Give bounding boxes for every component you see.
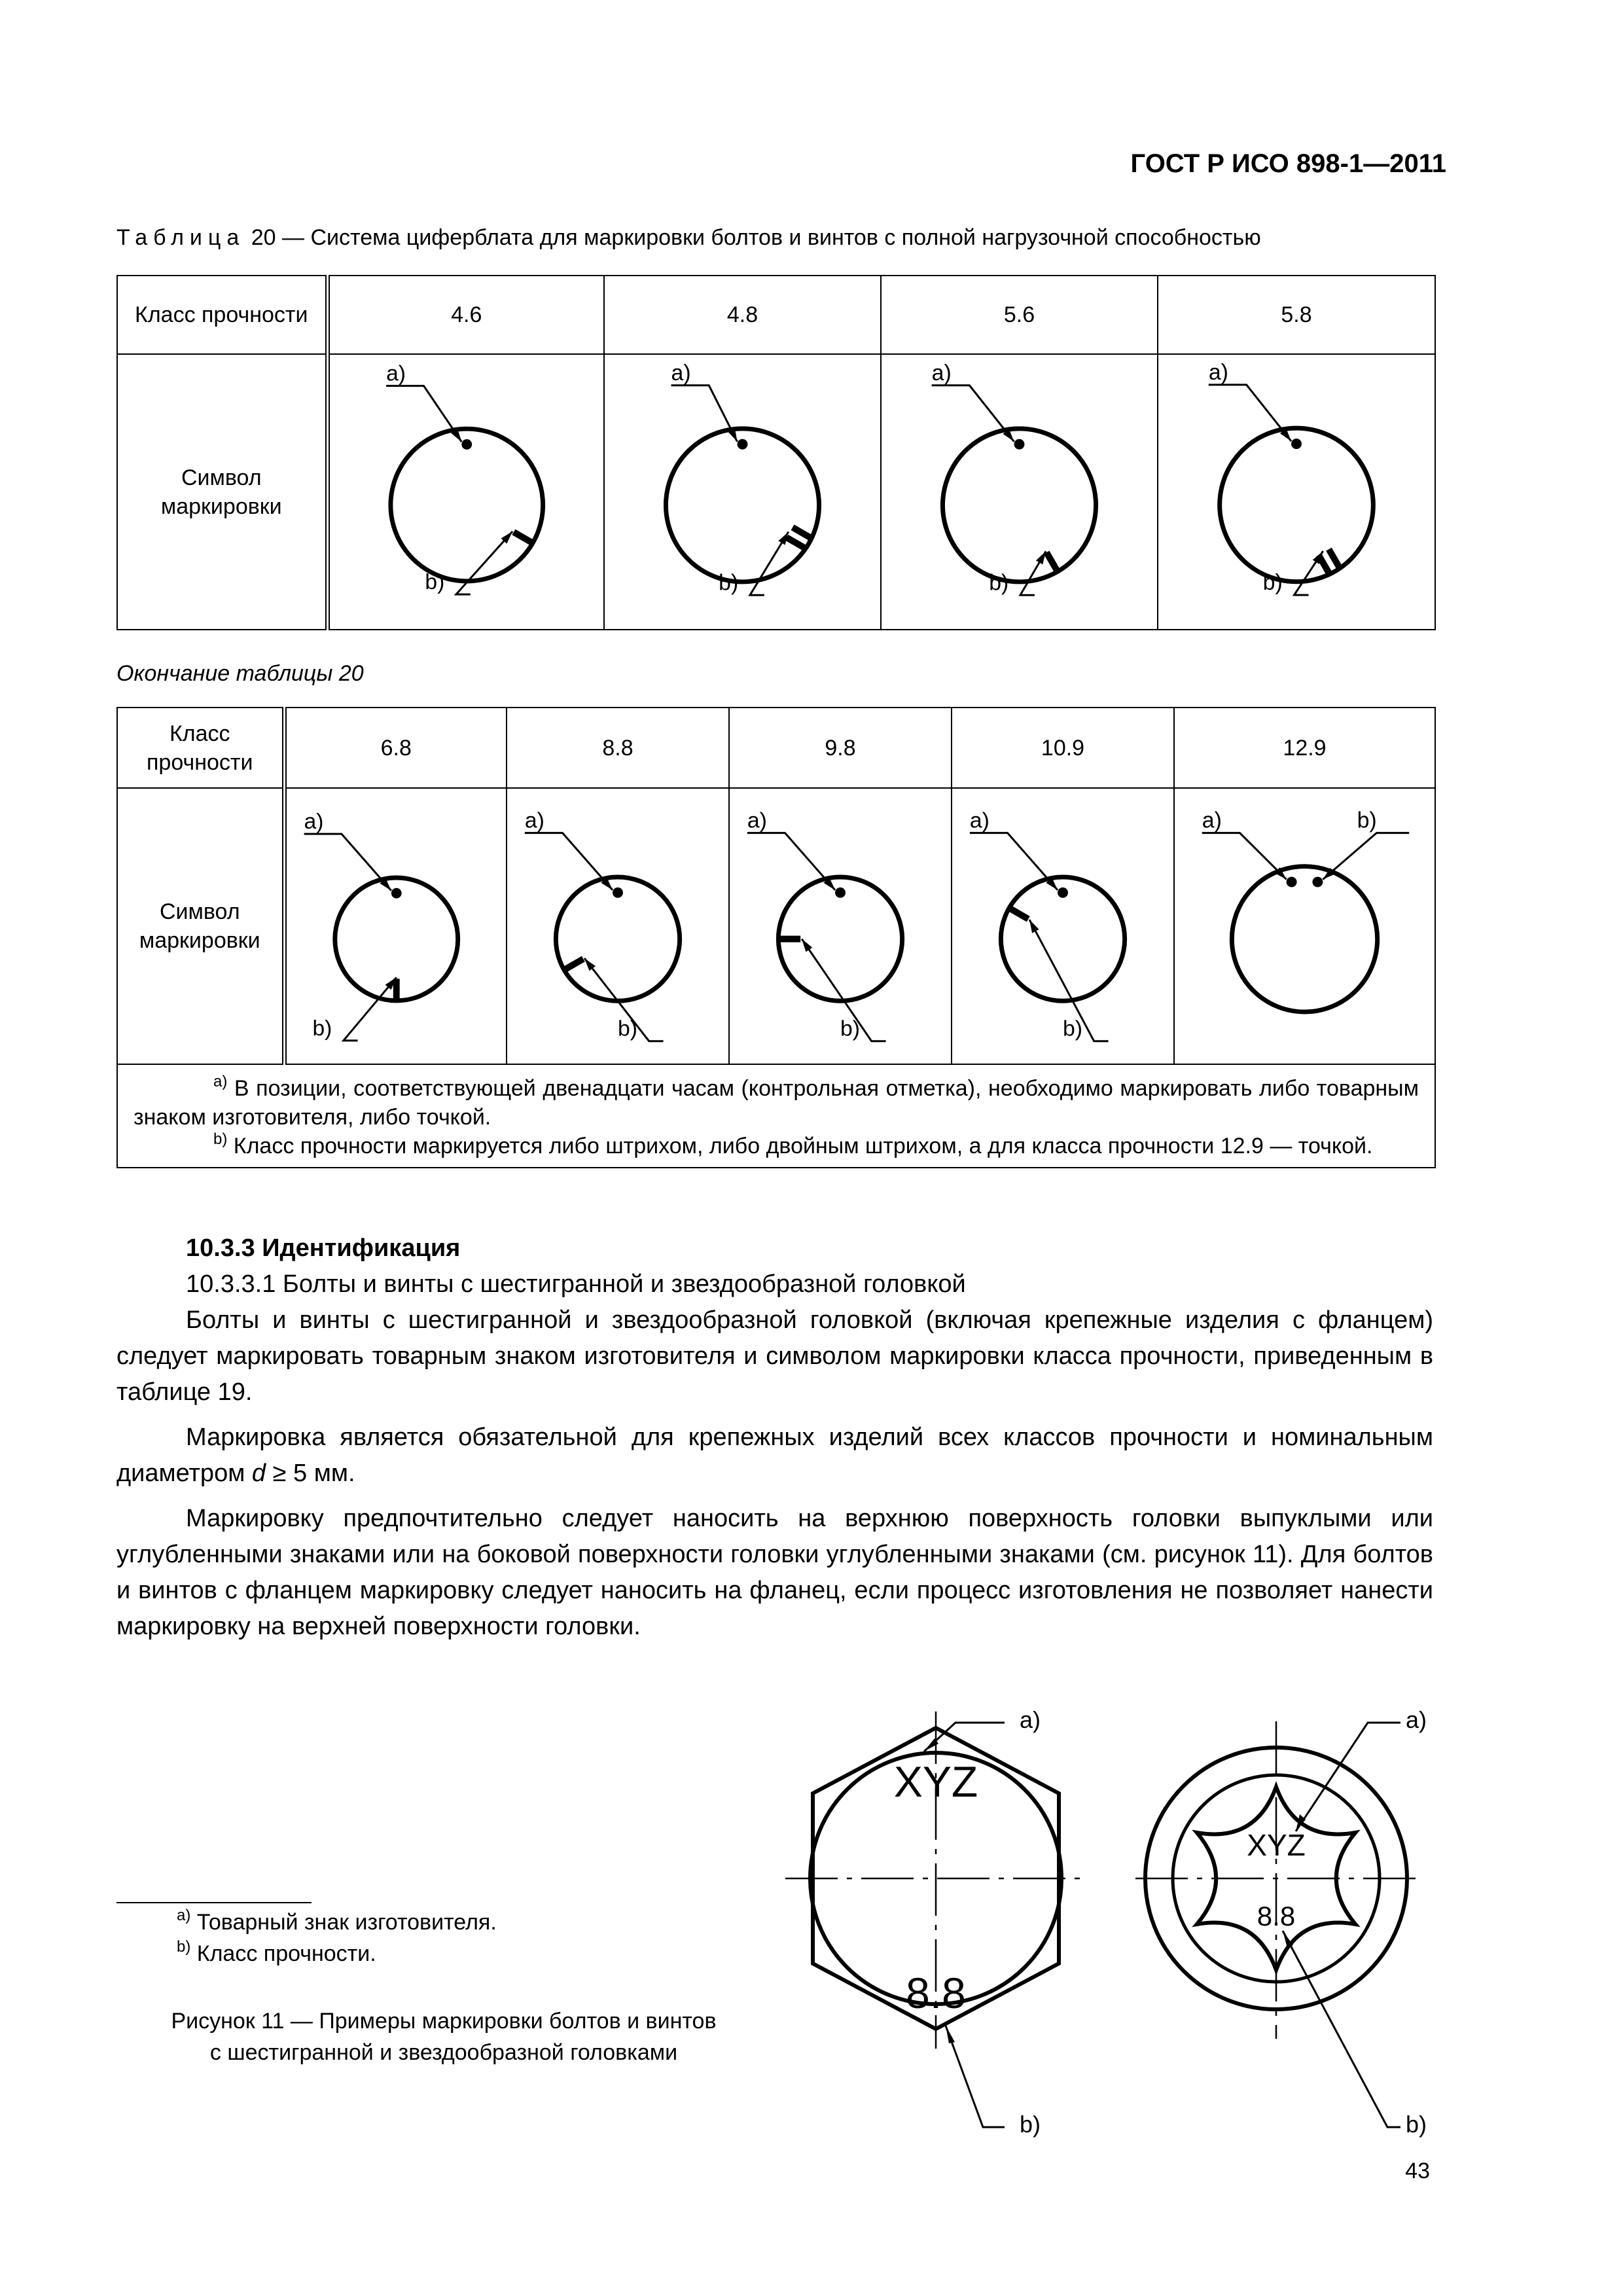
- diameter-symbol: d: [251, 1460, 266, 1487]
- footnote-a-mark: a): [213, 1073, 228, 1090]
- table-caption-word: Таблица: [116, 225, 245, 250]
- strength-stroke: [787, 537, 807, 549]
- section-heading: 10.3.3 Идентификация: [186, 1234, 461, 1262]
- paragraph: [116, 1420, 1433, 1492]
- figure-caption-line: Рисунок 11 — Примеры маркировки болтов и винтов: [171, 2009, 717, 2034]
- label-b: b): [1020, 2111, 1041, 2138]
- marking-symbol-12-9: [1175, 789, 1435, 1064]
- marking-table-continued: [116, 707, 1436, 1168]
- footnote-b-text: Класс прочности.: [190, 1941, 376, 1966]
- reference-dot: [1014, 439, 1025, 449]
- reference-dot: [1291, 439, 1302, 449]
- strength-stroke: [793, 527, 813, 539]
- table-caption-text: 20 — Система циферблата для маркировки болтов и винтов с полной нагрузочной способностью: [245, 225, 1261, 250]
- class-header: 10.9: [952, 708, 1174, 788]
- class-header: 5.6: [881, 276, 1158, 354]
- marking-symbol: [952, 788, 1174, 1064]
- arrowhead: [1283, 1931, 1293, 1948]
- table-caption: [116, 225, 1261, 251]
- leader-line-a: [386, 386, 461, 441]
- figure-footnote-a: [177, 1907, 497, 1935]
- figure-11: [772, 1682, 1453, 2173]
- label-a: a): [304, 810, 323, 834]
- reference-dot: [613, 888, 623, 898]
- dial-face: [666, 360, 819, 594]
- arrowhead: [1036, 551, 1046, 564]
- label-a: a): [1208, 359, 1228, 385]
- table-header-row: [117, 708, 1435, 788]
- strength-stroke: [513, 532, 533, 544]
- strength-stroke: [563, 959, 583, 971]
- label-a: a): [1406, 1706, 1427, 1733]
- figure-caption: [116, 2005, 771, 2068]
- label-b: b): [1406, 2111, 1427, 2138]
- footnote-b-mark: b): [213, 1130, 228, 1148]
- strength-stroke: [1008, 908, 1028, 920]
- class-header: 4.8: [604, 276, 881, 354]
- marking-symbol: [729, 788, 952, 1064]
- marking-symbol-9-8: [730, 789, 951, 1064]
- paragraph-text: ≥ 5 мм.: [266, 1460, 355, 1487]
- label-b: b): [618, 1016, 638, 1041]
- marking-table: [116, 275, 1436, 630]
- dial-circle: [390, 429, 543, 581]
- reference-dot: [738, 439, 748, 449]
- leader-line-a: [1296, 1723, 1400, 1831]
- label-b: b): [1262, 570, 1283, 596]
- dial-circle: [1232, 867, 1377, 1012]
- dial-circle: [942, 428, 1096, 581]
- footnote-a-text: В позиции, соответствующей двенадцати часам (контрольная отметка), необходимо маркировать либо товарным знаком изготовителя, либо точкой.: [134, 1076, 1419, 1130]
- symbol-row: [117, 354, 1435, 630]
- marking-symbol: [1158, 354, 1435, 630]
- strength-stroke: [1046, 552, 1058, 572]
- label-b: b): [424, 569, 444, 594]
- marking-symbol-4-6: [330, 356, 604, 628]
- label-a: a): [671, 360, 691, 386]
- footnote-b-mark: b): [177, 1938, 191, 1956]
- class-header: 5.8: [1158, 276, 1435, 354]
- dial-face: [525, 808, 680, 1041]
- marking-symbol: [284, 788, 507, 1064]
- label-b: b): [719, 569, 739, 595]
- footnote-a: [134, 1074, 1419, 1132]
- symbol-row: [117, 788, 1435, 1064]
- reference-dot: [1287, 877, 1297, 888]
- label-a: a): [1020, 1706, 1041, 1733]
- strength-class-text: 8.8: [1257, 1901, 1296, 1931]
- class-header: 6.8: [284, 708, 507, 788]
- dial-face: [970, 808, 1125, 1041]
- table-footnotes-row: [117, 1064, 1435, 1168]
- leader-line-b: [946, 2026, 1005, 2127]
- dial-face: [747, 808, 902, 1041]
- document-id: ГОСТ Р ИСО 898-1—2011: [1130, 149, 1446, 178]
- strength-dot: [1312, 877, 1323, 888]
- section-subheading: 10.3.3.1 Болты и винты с шестигранной и звездообразной головкой: [186, 1270, 966, 1298]
- figure-footnote-b: [177, 1938, 376, 1967]
- label-b: b): [1357, 808, 1377, 833]
- dial-face: [1202, 808, 1409, 1012]
- trademark-text: XYZ: [1247, 1828, 1306, 1862]
- label-a: a): [524, 808, 544, 833]
- class-header: 12.9: [1174, 708, 1435, 788]
- row-label: Символ маркировки: [117, 354, 327, 630]
- reference-dot: [461, 439, 472, 450]
- footnote-a-mark: a): [177, 1907, 191, 1924]
- arrowhead: [802, 939, 812, 952]
- marking-symbol-5-8: [1158, 355, 1435, 629]
- label-a: a): [969, 808, 990, 833]
- dial-face: [1209, 360, 1373, 595]
- hex-head-drawing: [785, 1706, 1086, 2138]
- marking-symbol: [604, 354, 881, 630]
- marking-symbol: [327, 354, 604, 630]
- footnote-b-text: Класс прочности маркируется либо штрихом, либо двойным штрихом, а для класса прочности 12.9 — точкой.: [227, 1134, 1373, 1158]
- header-label: Класс прочности: [117, 708, 284, 788]
- label-a: a): [1202, 808, 1222, 833]
- dial-face: [304, 810, 457, 1041]
- paragraph: Маркировку предпочтительно следует наносить на верхнюю поверхность головки выпуклыми или углубленными знаками или на боковой поверхности головки углубленными знаками (см. рисунок 11). Для болтов и винтов с фланцем маркировку следует наносить на фланец, если процесс изготовления не позволяет нанести маркировку на верхней поверхности головки.: [116, 1505, 1433, 1640]
- page-number: 43: [1405, 2159, 1430, 2183]
- row-label: Символ маркировки: [117, 788, 284, 1064]
- reference-dot: [391, 888, 401, 899]
- table-footnotes: [117, 1064, 1435, 1168]
- class-header: 9.8: [729, 708, 952, 788]
- paragraph: Болты и винты с шестигранной и звездообразной головкой (включая крепежные изделия с фланцем) следует маркировать товарным знаком изготовителя и символом маркировки класса прочности, приведенным в таблице 19.: [116, 1306, 1433, 1406]
- header-label: Класс прочности: [117, 276, 327, 354]
- leader-line-a: [671, 385, 738, 441]
- strength-stroke: [1329, 549, 1340, 569]
- marking-symbol: [507, 788, 729, 1064]
- marking-symbol-6-8: [287, 790, 507, 1062]
- arrowhead: [946, 2026, 955, 2043]
- marking-symbol: [881, 354, 1158, 630]
- leader-line-a: [932, 385, 1014, 441]
- marking-symbol-5-6: [882, 355, 1157, 629]
- label-a: a): [931, 360, 952, 386]
- footnote-separator: [116, 1902, 312, 1903]
- marking-symbol-10-9: [952, 789, 1173, 1064]
- star-head-drawing: [1135, 1706, 1427, 2138]
- section-body: [116, 1230, 1433, 1654]
- leader-line-a: [1209, 385, 1291, 441]
- dial-face: [932, 360, 1096, 594]
- marking-symbol-4-8: [605, 355, 880, 629]
- trademark-text: XYZ: [893, 1757, 978, 1806]
- dial-face: [386, 361, 543, 594]
- figure-caption-line: с шестигранной и звездообразной головками: [209, 2040, 678, 2065]
- label-b: b): [1063, 1016, 1083, 1041]
- label-b: b): [312, 1016, 332, 1041]
- arrowhead: [1029, 920, 1039, 933]
- reference-dot: [835, 888, 846, 898]
- class-header: 8.8: [507, 708, 729, 788]
- marking-symbol: [1174, 788, 1435, 1064]
- label-a: a): [385, 361, 406, 386]
- label-b: b): [989, 569, 1009, 595]
- footnote-b: [134, 1132, 1419, 1160]
- footnote-a-text: Товарный знак изготовителя.: [190, 1910, 497, 1935]
- table-header-row: [117, 276, 1435, 354]
- paragraph-text: Маркировка является обязательной для крепежных изделий всех классов прочности и номинальным диаметром: [116, 1424, 1433, 1487]
- label-a: a): [747, 808, 767, 833]
- label-b: b): [840, 1016, 861, 1041]
- dial-circle: [1220, 428, 1374, 582]
- reference-dot: [1058, 888, 1068, 898]
- strength-class-text: 8.8: [906, 1969, 966, 2017]
- dial-circle: [666, 428, 819, 581]
- class-header: 4.6: [327, 276, 604, 354]
- table-continuation-caption: Окончание таблицы 20: [116, 661, 364, 686]
- marking-symbol-8-8: [507, 789, 728, 1064]
